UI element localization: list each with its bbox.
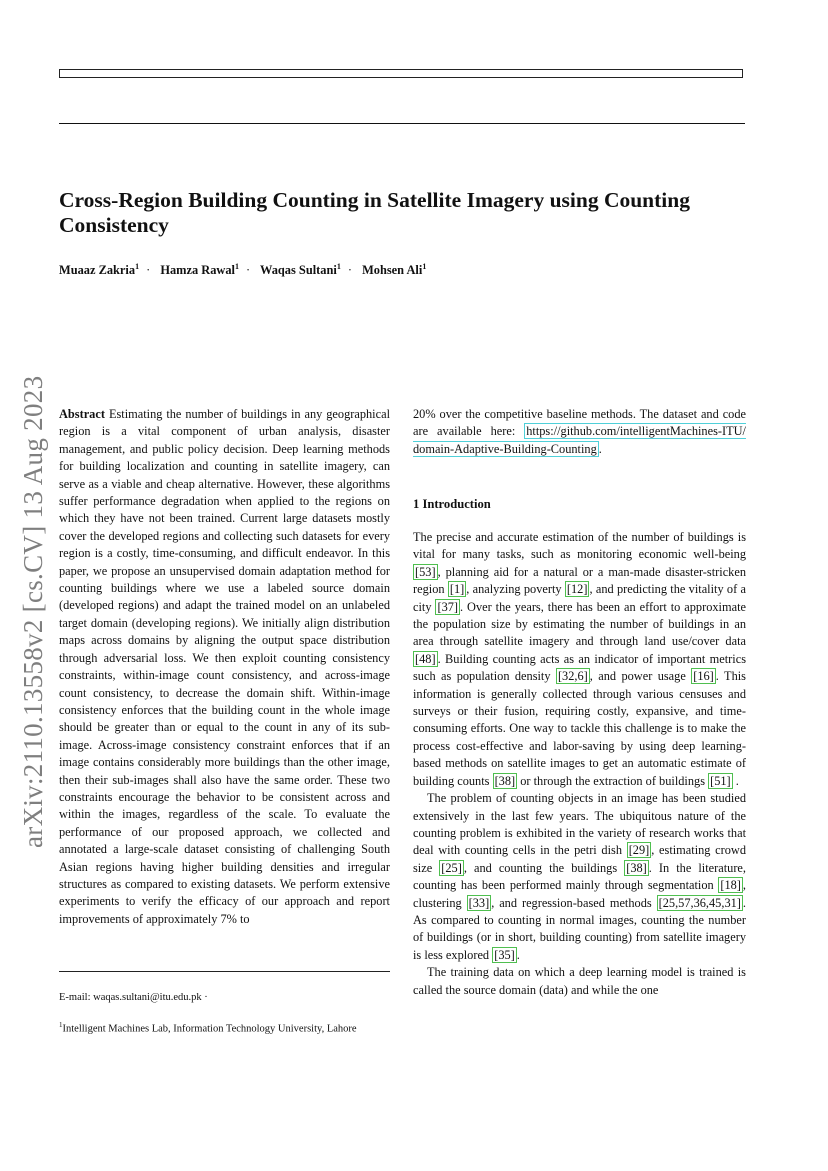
author-separator: · [347,263,352,278]
citation-link[interactable]: [29] [628,843,650,858]
citation-link[interactable]: [35] [494,947,515,962]
arxiv-identifier[interactable]: arXiv:2110.13558v2 [cs.CV] 13 Aug 2023 [18,375,48,848]
affiliation-text: Intelligent Machines Lab, Information Technology University, Lahore [62,1023,357,1035]
citation-link[interactable]: [33] [468,895,490,910]
body-text: or through the extraction of buildings [517,773,709,788]
author-name: Waqas Sultani [260,263,337,278]
body-text: . [732,773,739,788]
intro-paragraph-3: The training data on which a deep learning model is trained is called the source domain (data) and while the one [413,965,746,997]
body-text: , and predicting the vitality of a city [413,582,746,614]
introduction-body [413,529,746,999]
footnote-rule [59,971,390,972]
code-link[interactable]: https://github.com/intelligentMachines-ITU/ domain-Adaptive-Building-Counting [413,424,746,456]
body-text: . As compared to counting in normal images, counting the number of buildings (or in short, building counting) from satellite imagery is less explored [413,895,746,962]
citation-link[interactable]: [25,57,36,45,31] [658,895,741,910]
body-text: , and regression-based methods [491,895,657,910]
author-name: Hamza Rawal [160,263,235,278]
paper-title: Cross-Region Building Counting in Satellite Imagery using Counting Consistency [59,188,690,237]
citation-link[interactable]: [18] [720,878,741,893]
citation-link[interactable]: [1] [449,582,465,597]
affiliation-mark: 1 [422,262,427,271]
citation-link[interactable]: [48] [415,651,436,666]
intro-paragraph-1 [413,529,746,790]
body-text: . This information is generally collected through various censuses and surveys or their fusion, requiring costly, expansive, and time-consuming efforts. One way to tackle this challenge is to make the process cost-effective and labor-saving by using deep learning-based methods on satellite images to get an automatic estimate of building counts [413,669,746,788]
author-separator: · [246,263,251,278]
citation-link[interactable]: [32,6] [557,669,588,684]
citation-link[interactable]: [25] [441,860,462,875]
author-separator: · [146,263,151,278]
body-text: The precise and accurate estimation of the number of buildings is vital for many tasks, such as monitoring economic well-being [413,530,746,562]
footnote-email: E-mail: waqas.sultani@itu.edu.pk · [59,992,208,1003]
affiliation-mark: 1 [235,262,239,271]
citation-link[interactable]: [16] [693,669,714,684]
citation-link[interactable]: [51] [710,773,731,788]
abstract-continuation-text: 20% over the competitive baseline methods. The dataset and code are available here: [413,407,746,439]
body-text: . Building counting acts as an indicator of important metrics such as population density [413,651,746,684]
affiliation-mark: 1 [135,262,140,271]
body-text: , analyzing poverty [466,582,565,597]
body-text: The problem of counting objects in an image has been studied extensively in the last few years. The ubiquitous nature of the counting problem is exhibited in the variety of research works that deal with counting cells in the petri dish [413,791,746,858]
author-list [59,262,749,278]
citation-link[interactable]: [53] [415,564,436,579]
abstract-text: Estimating the number of buildings in any geographical region is a vital component of urban analysis, disaster management, and public policy decision. Deep learning methods for building localization and counting in satellite imagery, can serve as a viable and cheap alternative. However, these algorithms suffer performance degradation when applied to the regions on which they have not been trained. Current large datasets mostly cover the developed regions and collecting such datasets for every region is a costly, time-consuming, and difficult endeavor. In this paper, we propose an unsupervised domain adaptation method for counting buildings where we use a labeled source domain (developed regions) and adapt the trained model on an unlabeled target domain (developing regions). We initially align distribution maps across domains by aligning the output space distribution through adversarial loss. We then exploit counting consistency constraints, within-image count consistency, and across-image count consistency, to decrease the domain shift. Within-image consistency enforces that the building count in the whole image should be greater than or equal to the count in any of its sub-image. Across-image consistency constraint enforces that if an image contains considerably more buildings than the other image, then their sub-images shall also have the same order. These two constraints encourage the behavior to be consistent across and within the images, regardless of the scale. To evaluate the performance of our proposed approach, we collected and annotated a large-scale dataset consisting of challenging South Asian regions having higher building densities and irregular structures as compared to existing datasets. We perform extensive experiments to verify the efficacy of our approach and report improvements of approximately 7% to [59,407,390,926]
citation-link[interactable]: [12] [566,582,588,597]
section-heading-introduction: 1 Introduction [413,497,491,511]
citation-link[interactable]: [37] [437,599,459,614]
body-text: , clustering [413,878,746,910]
body-text: . Over the years, there has been an effort to approximate the population size by estimating the number of buildings in an area through satellite imagery and through land use/cover data [413,599,746,649]
body-text: . [516,947,520,962]
citation-link[interactable]: [38] [626,860,647,875]
body-text: , and power usage [589,669,692,684]
title-rule [59,123,745,124]
abstract [59,406,390,928]
abstract-continuation: 20% over the competitive baseline methods. The dataset and code are available here: https://github.com/intelligentMachines-ITU/ domain-Adaptive-Building-Counting . [413,407,746,456]
affiliation-mark: 1 [59,1021,63,1029]
citation-link[interactable]: [38] [494,773,516,788]
header-box [59,69,743,78]
author-name: Mohsen Ali [362,263,423,278]
body-text: . In the literature, counting has been performed mainly through segmentation [413,860,747,893]
intro-paragraph-2 [413,790,746,964]
affiliation-mark: 1 [336,262,341,271]
body-text: , estimating crowd size [413,843,746,875]
body-text: , planning aid for a natural or a man-made disaster-stricken region [413,564,746,597]
author-name: Muaaz Zakria [59,263,136,278]
footnote-affiliation [59,1018,390,1037]
abstract-label: Abstract [59,407,105,421]
body-text: , and counting the buildings [463,860,625,875]
